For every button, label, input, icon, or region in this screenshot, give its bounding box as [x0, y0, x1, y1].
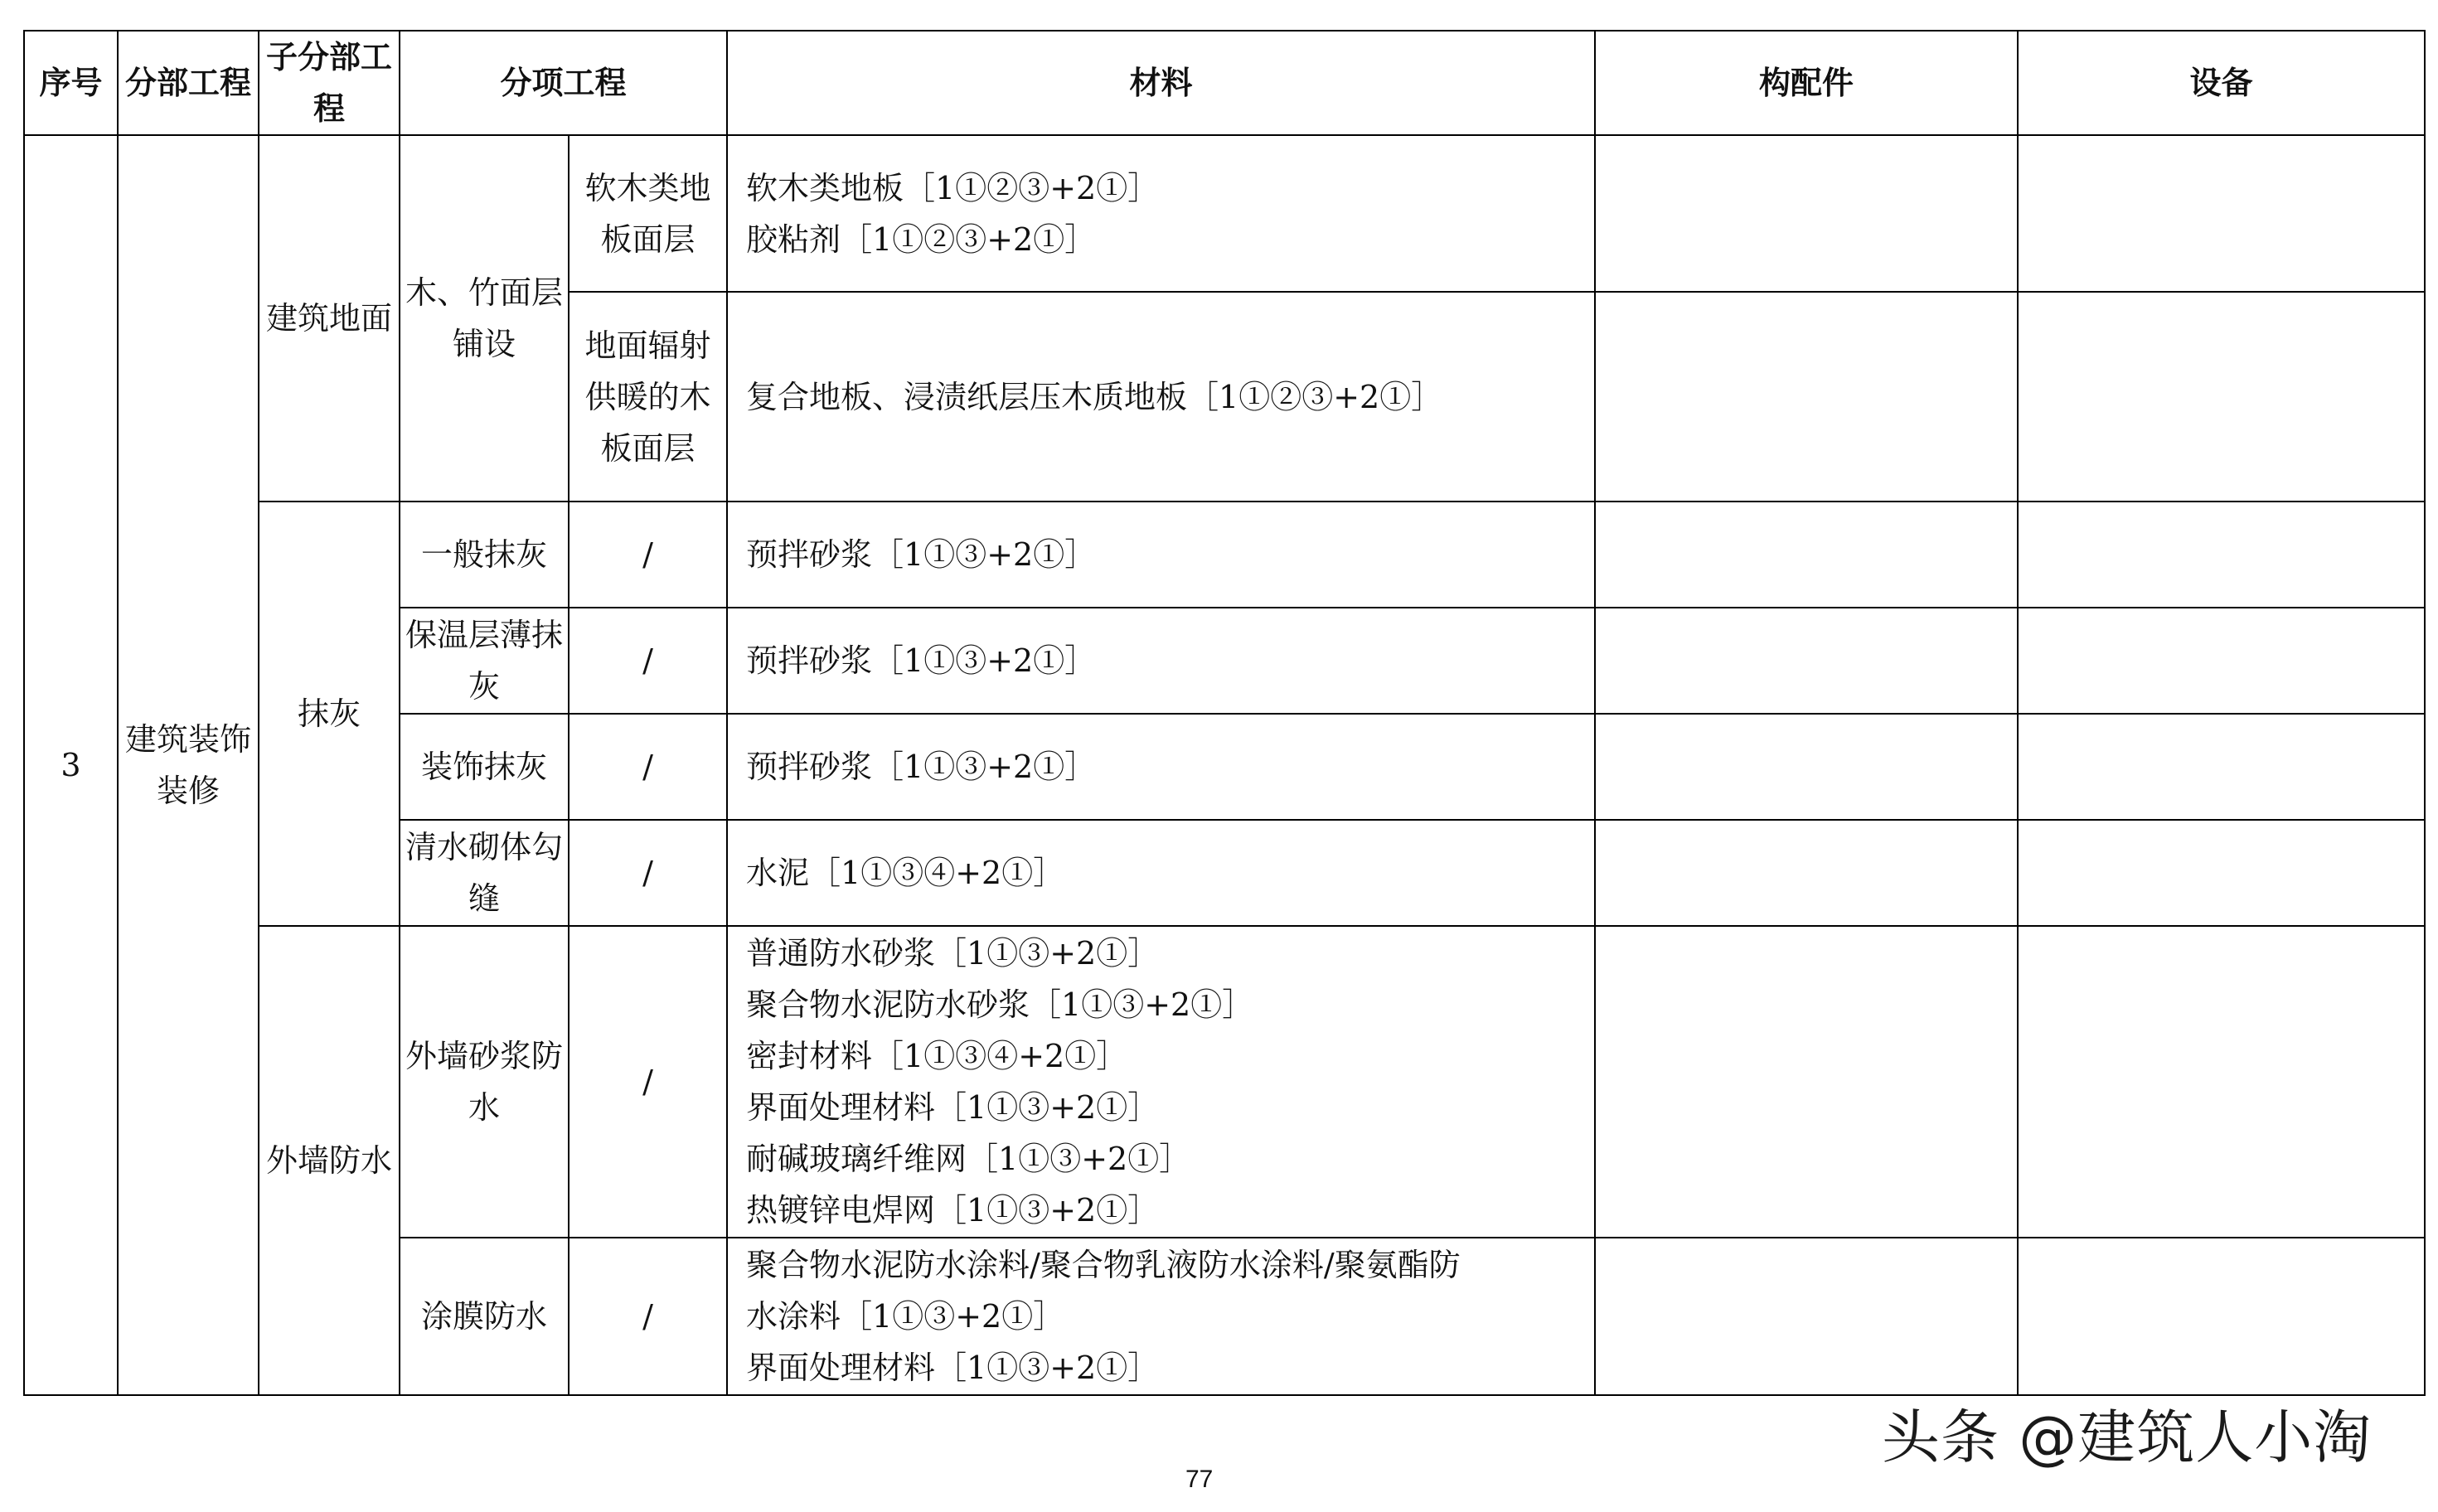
item-cell: 装饰抹灰	[400, 714, 569, 820]
subdivision-cell: 抹灰	[259, 502, 400, 926]
components-cell	[1595, 608, 2018, 714]
item-cell: 木、竹面层铺设	[400, 135, 569, 502]
material-line: 预拌砂浆［1①③+2①］	[746, 642, 1097, 679]
equipment-cell	[2018, 292, 2425, 502]
sub-item-cell: /	[569, 502, 727, 608]
equipment-cell	[2018, 820, 2425, 926]
material-line: 软木类地板［1①②③+2①］	[746, 169, 1160, 206]
header-subdivision: 子分部工程	[259, 31, 400, 135]
material-line: 水涂料［1①③+2①］	[746, 1298, 1065, 1335]
materials-cell	[727, 820, 1595, 926]
equipment-cell	[2018, 502, 2425, 608]
material-line: 界面处理材料［1①③+2①］	[746, 1089, 1160, 1126]
page-number: 77	[1185, 1466, 1214, 1493]
material-line: 界面处理材料［1①③+2①］	[746, 1350, 1160, 1386]
item-cell: 保温层薄抹灰	[400, 608, 569, 714]
sub-item-cell: 软木类地板面层	[569, 135, 727, 292]
sub-item-cell: /	[569, 608, 727, 714]
material-line: 聚合物水泥防水涂料/聚合物乳液防水涂料/聚氨酯防	[746, 1247, 1461, 1283]
materials-cell	[727, 608, 1595, 714]
material-line: 耐碱玻璃纤维网［1①③+2①］	[746, 1141, 1191, 1177]
header-item: 分项工程	[400, 31, 727, 135]
sub-item-cell: /	[569, 1238, 727, 1395]
materials-cell	[727, 292, 1595, 502]
sub-item-cell: /	[569, 820, 727, 926]
header-materials: 材料	[727, 31, 1595, 135]
table-row	[24, 502, 2425, 608]
division-cell: 建筑装饰装修	[118, 135, 259, 1395]
sub-item-cell: /	[569, 714, 727, 820]
subdivision-cell: 外墙防水	[259, 926, 400, 1395]
sub-item-cell: /	[569, 926, 727, 1238]
sub-item-cell: 地面辐射供暖的木板面层	[569, 292, 727, 502]
table-row	[24, 926, 2425, 1238]
seq-cell: 3	[24, 135, 118, 1395]
table-row	[24, 135, 2425, 292]
item-cell: 外墙砂浆防水	[400, 926, 569, 1238]
equipment-cell	[2018, 135, 2425, 292]
materials-cell	[727, 135, 1595, 292]
components-cell	[1595, 926, 2018, 1238]
subdivision-cell: 建筑地面	[259, 135, 400, 502]
material-line: 水泥［1①③④+2①］	[746, 855, 1065, 891]
materials-cell	[727, 502, 1595, 608]
item-cell: 涂膜防水	[400, 1238, 569, 1395]
material-line: 聚合物水泥防水砂浆［1①③+2①］	[746, 986, 1254, 1023]
header-row	[24, 31, 2425, 135]
components-cell	[1595, 714, 2018, 820]
materials-cell	[727, 1238, 1595, 1395]
header-seq: 序号	[24, 31, 118, 135]
header-components: 构配件	[1595, 31, 2018, 135]
materials-table	[23, 30, 2426, 1396]
material-line: 胶粘剂［1①②③+2①］	[746, 220, 1097, 258]
equipment-cell	[2018, 1238, 2425, 1395]
header-equipment: 设备	[2018, 31, 2425, 135]
components-cell	[1595, 135, 2018, 292]
equipment-cell	[2018, 926, 2425, 1238]
material-line: 预拌砂浆［1①③+2①］	[746, 536, 1097, 573]
materials-cell	[727, 926, 1595, 1238]
material-line: 预拌砂浆［1①③+2①］	[746, 749, 1097, 785]
material-line: 复合地板、浸渍纸层压木质地板［1①②③+2①］	[746, 378, 1443, 415]
equipment-cell	[2018, 714, 2425, 820]
material-line: 普通防水砂浆［1①③+2①］	[746, 935, 1160, 972]
item-cell: 一般抹灰	[400, 502, 569, 608]
components-cell	[1595, 502, 2018, 608]
watermark: 头条 @建筑人小淘	[1882, 1403, 2373, 1471]
components-cell	[1595, 292, 2018, 502]
equipment-cell	[2018, 608, 2425, 714]
material-line: 密封材料［1①③④+2①］	[746, 1038, 1128, 1074]
header-division: 分部工程	[118, 31, 259, 135]
material-line: 热镀锌电焊网［1①③+2①］	[746, 1192, 1160, 1228]
components-cell	[1595, 1238, 2018, 1395]
materials-cell	[727, 714, 1595, 820]
item-cell: 清水砌体勾缝	[400, 820, 569, 926]
components-cell	[1595, 820, 2018, 926]
